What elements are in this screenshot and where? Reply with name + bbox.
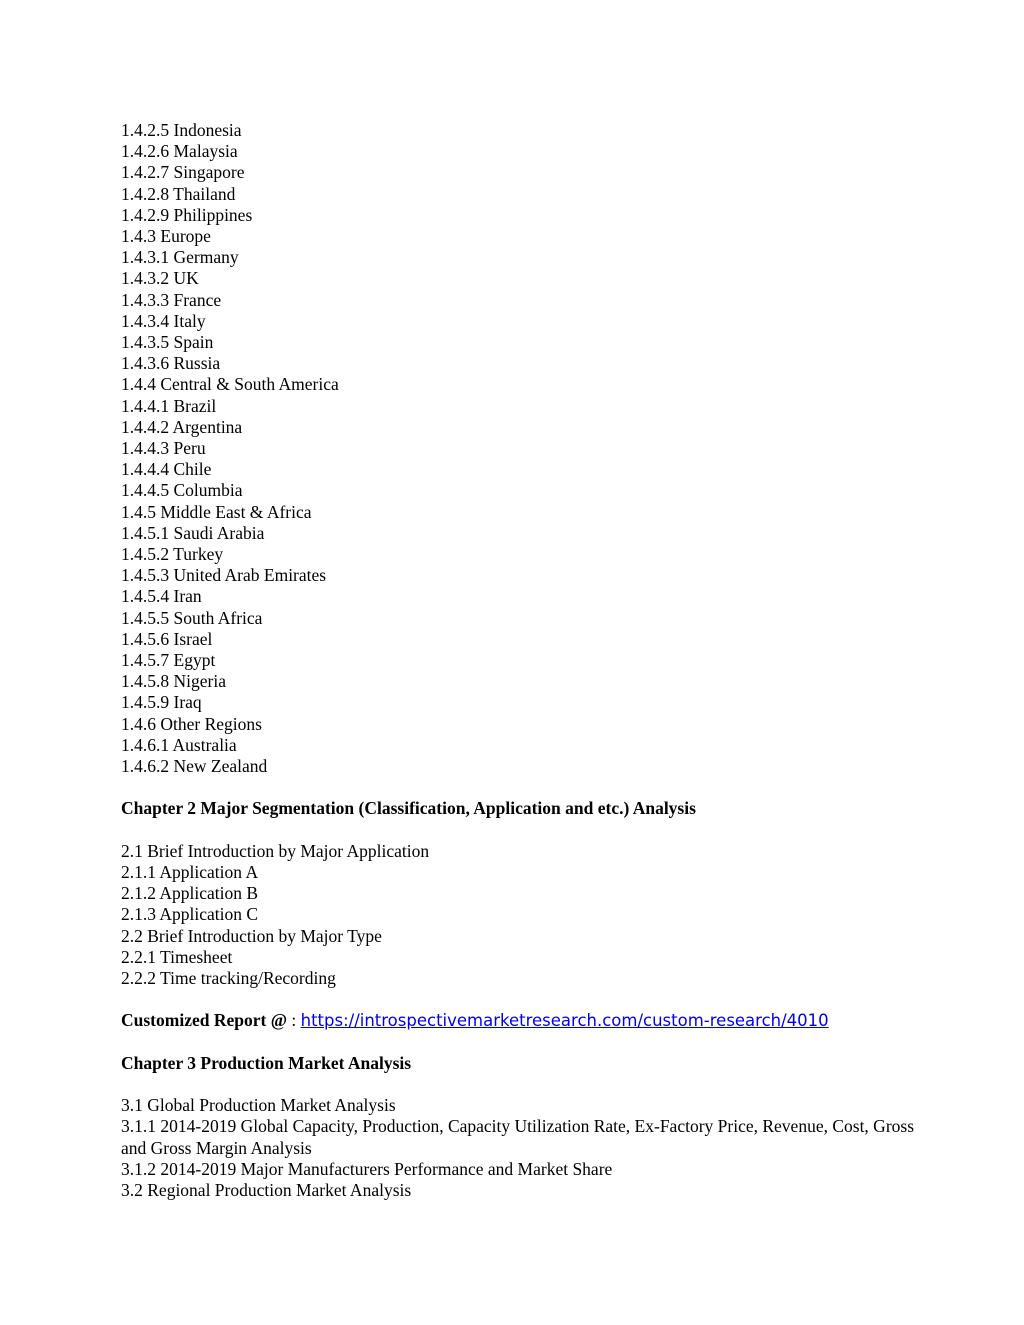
toc-line: 1.4.4.3 Peru (121, 438, 206, 459)
toc-line: 1.4.3.1 Germany (121, 247, 239, 268)
toc-line: 1.4.5.4 Iran (121, 586, 202, 607)
spacer (121, 1074, 941, 1095)
chapter-2-heading: Chapter 2 Major Segmentation (Classification, Application and etc.) Analysis (121, 798, 696, 819)
chapter-3-heading: Chapter 3 Production Market Analysis (121, 1052, 412, 1073)
toc-line: 1.4.3 Europe (121, 226, 211, 247)
toc-line: 1.4.3.6 Russia (121, 353, 221, 374)
toc-line: 1.4.5.1 Saudi Arabia (121, 522, 265, 543)
toc-section-1 (121, 120, 941, 777)
toc-line: 1.4.6 Other Regions (121, 713, 262, 734)
custom-report-line (121, 1010, 941, 1031)
toc-line: 1.4.4.5 Columbia (121, 480, 243, 501)
toc-line: 1.4.3.5 Spain (121, 332, 214, 353)
toc-line: 2.1.2 Application B (121, 883, 259, 904)
toc-line: 3.1 Global Production Market Analysis (121, 1095, 396, 1116)
custom-report-separator: : (286, 1010, 301, 1031)
toc-line: 3.1.1 2014-2019 Global Capacity, Production, Capacity Utilization Rate, Ex-Factory Price, Revenue, Cost, Gross and Gross Margin Analysis (121, 1116, 915, 1158)
spacer (121, 777, 941, 798)
toc-line: 1.4.6.1 Australia (121, 734, 237, 755)
toc-line: 1.4.4.4 Chile (121, 459, 212, 480)
spacer (121, 989, 941, 1010)
toc-line: 1.4.3.2 UK (121, 268, 199, 289)
toc-line: 3.1.2 2014-2019 Major Manufacturers Performance and Market Share (121, 1158, 613, 1179)
spacer (121, 1032, 941, 1053)
toc-line: 1.4.4.1 Brazil (121, 395, 217, 416)
toc-line: 1.4.5 Middle East & Africa (121, 501, 312, 522)
toc-line: 2.1 Brief Introduction by Major Application (121, 840, 430, 861)
chapter-2-list (121, 841, 941, 989)
toc-line: 1.4.2.6 Malaysia (121, 141, 238, 162)
custom-report-label: Customized Report @ (121, 1010, 287, 1031)
toc-line: 1.4.2.9 Philippines (121, 204, 253, 225)
toc-line: 1.4.6.2 New Zealand (121, 756, 268, 777)
toc-line: 3.2 Regional Production Market Analysis (121, 1180, 412, 1201)
toc-line: 1.4.2.5 Indonesia (121, 120, 242, 140)
toc-line: 2.2.1 Timesheet (121, 946, 233, 967)
toc-line: 1.4.5.7 Egypt (121, 650, 216, 671)
toc-line: 2.1.1 Application A (121, 862, 259, 883)
chapter-3-list (121, 1095, 941, 1201)
toc-line: 1.4.3.3 France (121, 289, 222, 310)
toc-line: 1.4.2.8 Thailand (121, 183, 236, 204)
toc-line: 1.4.5.9 Iraq (121, 692, 202, 713)
toc-line: 1.4.5.5 South Africa (121, 607, 263, 628)
toc-line: 2.2.2 Time tracking/Recording (121, 968, 336, 989)
toc-line: 1.4.2.7 Singapore (121, 162, 245, 183)
toc-line: 1.4.5.8 Nigeria (121, 671, 226, 692)
toc-line: 1.4.5.3 United Arab Emirates (121, 565, 327, 586)
spacer (121, 820, 941, 841)
toc-line: 1.4.5.2 Turkey (121, 544, 224, 565)
custom-report-link[interactable]: https://introspectivemarketresearch.com/custom-research/4010 (300, 1011, 829, 1031)
toc-line: 1.4.3.4 Italy (121, 310, 206, 331)
toc-line: 2.1.3 Application C (121, 904, 259, 925)
toc-line: 2.2 Brief Introduction by Major Type (121, 925, 382, 946)
toc-line: 1.4.4 Central & South America (121, 374, 339, 395)
document-page (121, 120, 941, 1201)
toc-line: 1.4.4.2 Argentina (121, 416, 243, 437)
toc-line: 1.4.5.6 Israel (121, 628, 213, 649)
